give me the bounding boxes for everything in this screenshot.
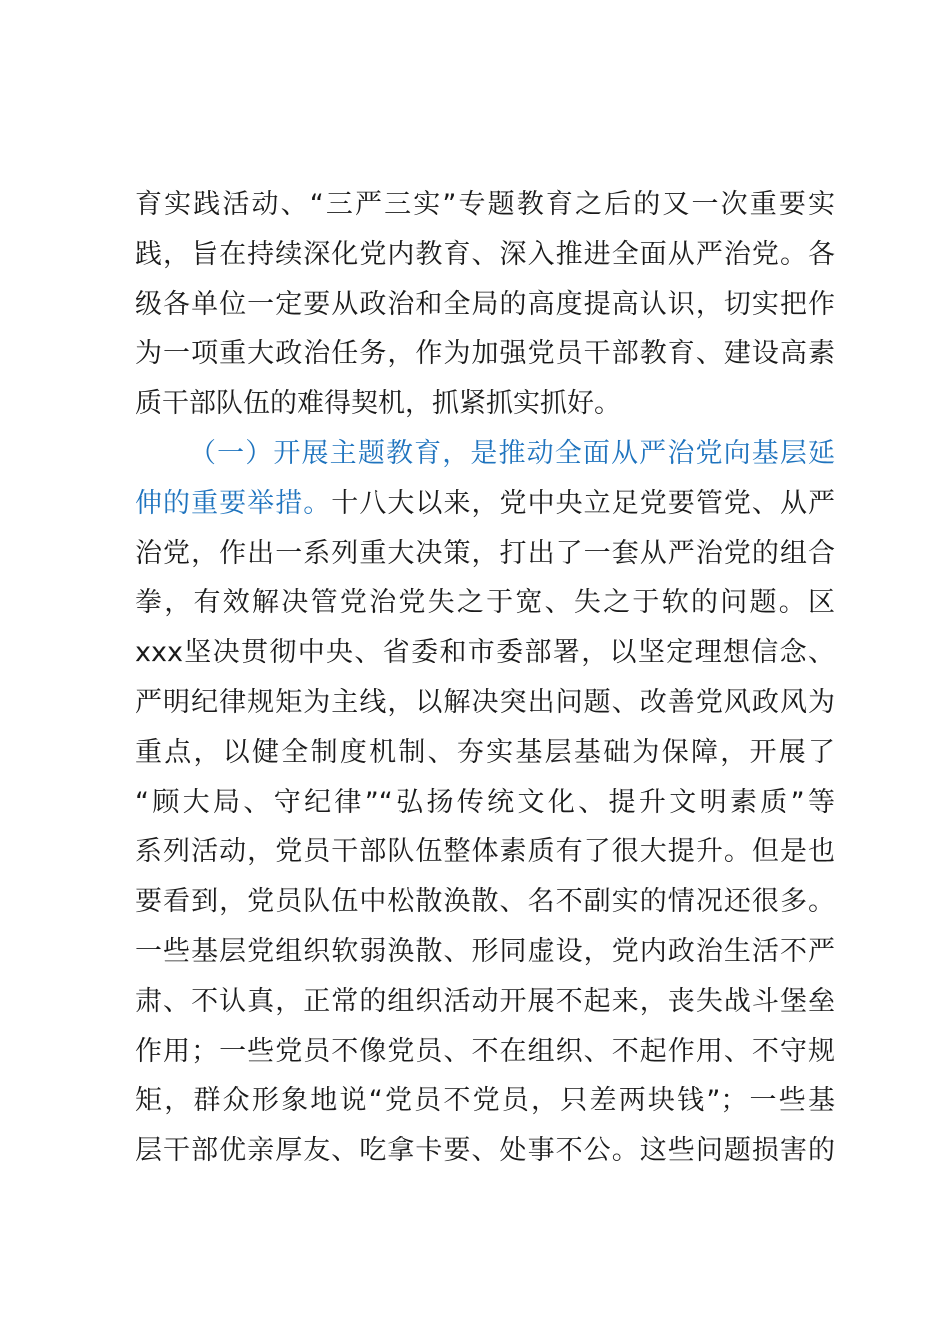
text-line xyxy=(135,479,835,529)
paragraph-1 xyxy=(135,180,835,429)
text-line: 质干部队伍的难得契机，抓紧抓实抓好。 xyxy=(135,388,621,420)
text-line: 育实践活动、“三严三实”专题教育之后的又一次重要实 xyxy=(135,189,835,220)
text-line: 一些基层党组织软弱涣散、形同虚设，党内政治生活不严 xyxy=(135,935,835,967)
section-heading-line xyxy=(135,429,835,479)
text-line: 严明纪律规矩为主线，以解决突出问题、改善党风政风为 xyxy=(135,686,835,718)
text-line: 践，旨在持续深化党内教育、深入推进全面从严治党。各 xyxy=(135,238,835,270)
text-line: 级各单位一定要从政治和全局的高度提高认识，切实把作 xyxy=(135,288,835,320)
text-line: 层干部优亲厚友、吃拿卡要、处事不公。这些问题损害的 xyxy=(135,1135,835,1167)
section-heading-continued: 伸的重要举措。 xyxy=(135,487,332,519)
text-line: “顾大局、守纪律”“弘扬传统文化、提升文明素质”等 xyxy=(135,786,835,818)
text-line: 治党，作出一系列重大决策，打出了一套从严治党的组合 xyxy=(135,537,835,569)
text-line: 拳，有效解决管党治党失之于宽、失之于软的问题。区 xyxy=(135,587,835,619)
text-line-rest: 十八大以来，党中央立足党要管党、从严 xyxy=(331,487,836,519)
text-line: 作用；一些党员不像党员、不在组织、不起作用、不守规 xyxy=(135,1035,835,1067)
text-line: 系列活动，党员干部队伍整体素质有了很大提升。但是也 xyxy=(135,836,835,868)
paragraph-2 xyxy=(135,429,835,1176)
text-line: 矩，群众形象地说“党员不党员，只差两块钱”；一些基 xyxy=(135,1085,835,1117)
text-line: 重点，以健全制度机制、夯实基层基础为保障，开展了 xyxy=(135,736,835,768)
text-line: 为一项重大政治任务，作为加强党员干部教育、建设高素 xyxy=(135,338,835,370)
section-heading: （一）开展主题教育，是推动全面从严治党向基层延 xyxy=(189,437,835,469)
body-text xyxy=(135,180,835,1176)
text-line: xxx坚决贯彻中央、省委和市委部署，以坚定理想信念、 xyxy=(135,637,835,669)
text-line: 要看到，党员队伍中松散涣散、名不副实的情况还很多。 xyxy=(135,886,835,918)
text-line: 肃、不认真，正常的组织活动开展不起来，丧失战斗堡垒 xyxy=(135,985,835,1017)
